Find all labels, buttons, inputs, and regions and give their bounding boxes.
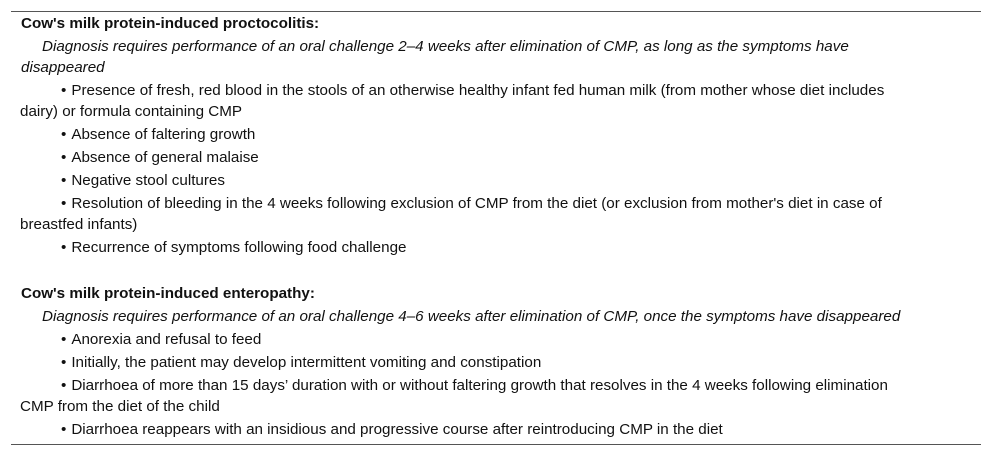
section-heading-proctocolitis: Cow's milk protein-induced proctocolitis:: [21, 15, 320, 32]
list-item-text: Presence of fresh, red blood in the stools of an otherwise healthy infant fed human milk (from mother whose diet includes: [71, 82, 885, 99]
list-item-text: Initially, the patient may develop intermittent vomiting and constipation: [71, 354, 542, 371]
list-item-continuation: CMP from the diet of the child: [20, 398, 220, 415]
diagnosis-note-proctocolitis-line2: disappeared: [21, 59, 105, 76]
diagnosis-note-proctocolitis-line1: Diagnosis requires performance of an oral challenge 2–4 weeks after elimination of CMP, as long as the symptoms have: [42, 38, 849, 55]
diagnosis-note-enteropathy: Diagnosis requires performance of an oral challenge 4–6 weeks after elimination of CMP, once the symptoms have disappeared: [42, 308, 901, 325]
list-item-continuation: dairy) or formula containing CMP: [20, 103, 242, 120]
list-item: [61, 125, 255, 145]
list-item: [61, 353, 541, 373]
bullet-icon: •: [61, 149, 67, 166]
list-item-text: Absence of general malaise: [71, 149, 259, 166]
section-heading-enteropathy: Cow's milk protein-induced enteropathy:: [21, 285, 315, 302]
list-item-text: Resolution of bleeding in the 4 weeks following exclusion of CMP from the diet (or exclusion from mother's diet in case of: [71, 195, 882, 212]
bullet-icon: •: [61, 354, 67, 371]
list-item: [61, 376, 888, 396]
list-item-text: Diarrhoea reappears with an insidious and progressive course after reintroducing CMP in the diet: [71, 421, 723, 438]
list-item: [61, 238, 406, 258]
list-item: [61, 194, 882, 214]
list-item: [61, 171, 225, 191]
bullet-icon: •: [61, 331, 67, 348]
list-item-text: Absence of faltering growth: [71, 126, 256, 143]
list-item-text: Diarrhoea of more than 15 days’ duration with or without faltering growth that resolves in the 4 weeks following elimination: [71, 377, 888, 394]
list-item-text: Recurrence of symptoms following food challenge: [71, 239, 407, 256]
bullet-icon: •: [61, 82, 67, 99]
list-item: [61, 330, 261, 350]
bullet-icon: •: [61, 172, 67, 189]
bullet-icon: •: [61, 126, 67, 143]
list-item: [61, 420, 723, 440]
bullet-icon: •: [61, 377, 67, 394]
bullet-icon: •: [61, 239, 67, 256]
list-item: [61, 148, 259, 168]
bullet-icon: •: [61, 421, 67, 438]
criteria-table: [11, 11, 981, 445]
list-item-text: Negative stool cultures: [71, 172, 225, 189]
bullet-icon: •: [61, 195, 67, 212]
list-item-text: Anorexia and refusal to feed: [71, 331, 262, 348]
list-item: [61, 81, 884, 101]
list-item-continuation: breastfed infants): [20, 216, 138, 233]
